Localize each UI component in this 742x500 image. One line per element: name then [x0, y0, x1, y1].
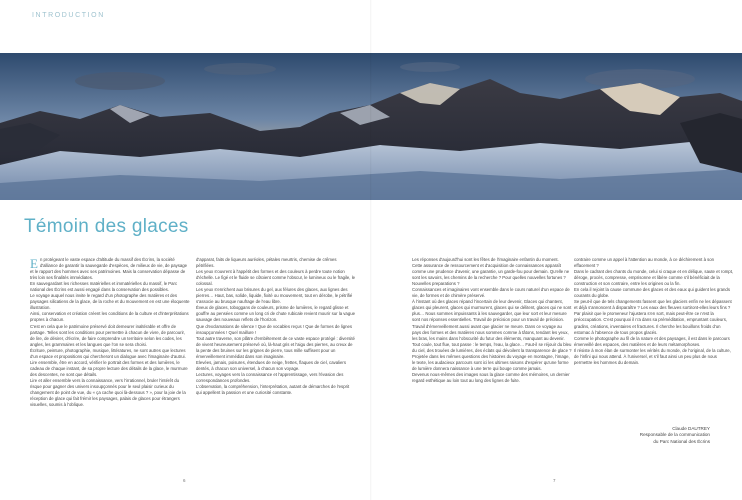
paragraph: Lectures, voyages vers la connaissance et l'apprentissage, vers l'évasion des correspondances profondes.: [196, 371, 344, 383]
author-role: Responsable de la communication: [639, 432, 710, 438]
paragraph: Devenus nous-mêmes des images sous la glace comme des mémoires, un dernier regard esthétique au loin tout au long des lignes de fuite.: [412, 371, 570, 383]
paragraph: Éveux de glaces, toboggans de couleurs, prisme de lumières, le regard glisse et gouffre au pensées comme un long cri de chute rubicale revient mourir sur la vague sauvage des nouveaux reflets de l'horizon.: [196, 305, 355, 323]
paragraph: En protégeant le vaste espace d'altitude du massif des Écrins, la société d'alliance de garantir la sauvegarde d'espèces, de milieux de vie, de paysage et le rapport des hommes avec ses patrimoines. Mais la conservation dépasse de très loin ses finalités immédiates.: [30, 257, 188, 281]
text-column-2: [196, 257, 356, 427]
text-column-1: [30, 257, 190, 465]
paragraph: Les réponses d'aujourd'hui sont les fêtes de l'imaginaire enfantin du moment.: [412, 257, 559, 262]
paragraph: Cette assurance de ressourcement et d'acquisition de connaissances apparaît comme une prudence d'avenir, une garantie, un garde-fou pour demain. Qu'elle ne sont les savoirs, les chemins de la recherche ? Pour quelles nouvelles fortunes ? Nouvelles preparations ?: [412, 263, 570, 287]
paragraph: Tout coule, tout flue, tout passe : le temps, l'eau, la glace… Faut-il se réjouir du bleu du ciel, des trouées de lumières, des éclats qui dévoilent la transparence de glace ?: [412, 341, 572, 353]
paragraph: Tout autre traverse, son plâtre d'embêtement de ce vaste espace protégé : diversité de vivent heureusement préservé où, là-haut gris et l'aigu des pierres, au creux de la pente des bruines sur les grignes de pierre, tous mille suffisent pour un émerveillement immédiat dans son imaginaire.: [196, 335, 355, 359]
paragraph: En sauvegardant les richesses matérielles et immatérielles du massif, le Parc national des Écrins est aussi engagé dans la conservation des possibles.: [30, 281, 178, 293]
paragraph: Le voyage auquel nous invite le regard d'un photographe des matières et des paysages silicatiens de la glace, de la roche et du mouvement en est une éloquente illustration.: [30, 293, 190, 311]
paragraph: Comme le photographe au fil de la nature et des paysages, il est dans le parcours émerveillé des espaces, des matières et de leurs métamorphoses.: [574, 335, 730, 347]
paragraph: Écriture, peinture, photographie, musique, littératures, ne sont autres que lectures d'un espace et propositions qui chercheront un dialogue avec l'imaginaire d'autrui.: [30, 347, 186, 359]
paragraph: Par plaisir que le promeneur l'ajustera s'en sort, mais peut-être ce n'est la préoccupation. C'est pourquoi il n'a dans sa préméditation, empruntant couleurs, gradins, créations, inventaires et fractures. Il cherche les bouillons froids d'un estomac à l'absence de tous propos glacés.: [574, 311, 728, 335]
paragraph: En cela il rejoint la cause commune des glaces et des eaux qui guident les grands courants du globe.: [574, 287, 730, 299]
paragraph: Dans le cadrant des chants du monde, celui si craque et en délique, saute et rompt, déroge, procès, compresse, emprisonne et libère comme s'il bénéficiait de la construction et son contraire, entre les origines ou la fin.: [574, 269, 734, 287]
section-label: INTRODUCTION: [32, 12, 105, 19]
paragraph: d'apparat, faits de liqueurs auréoles, pétales meurtris, chemise de crêmes pétrifiées.: [196, 257, 337, 269]
paragraph: À l'instant où des glaces répand l'incertain de leur devenir, Glaces qui chantent, glaces qui pleurent, glaces qui murmurent, glaces qui se délitent, glaces qui ne sont plus… Nous sommes impuissants à les sauvegarder, que leur sort et leur mesure sont nos réponses essentielles. Travail de précision pour un travail de précision.: [412, 299, 572, 323]
paragraph: Connaissances et imaginaires vont ensemble dans le cours naturel d'un espace de vie, de formes et de chimère préservé.: [412, 287, 570, 299]
text-column-3: [412, 257, 572, 465]
paragraph: Elevées, jamais, poisures, étendues de neige, frettes, flaques de ciel, cavaliers dentés, à chacun son universel, à chacun son voyage.: [196, 359, 346, 371]
paragraph: C'est en cela que le patrimoine préservé doit demeurer inaltérable et offre de partage. Telles sont les conditions pour permettre à chacun de vivre, de parcourir, de lire, de désirer, d'écrire, de faire comprendre un territoire selon les codes, les angles, les grammaires et les langues que l'on se sera choisi.: [30, 323, 185, 347]
paragraph: Les yeux s'ouvrent à l'appétit des formes et des couleurs à perdre toute notion d'échelle. Le figé et le fluide se côtoient comme l'obscur, le lumineux ou le fragile, le colossal.: [196, 269, 356, 287]
paragraph: Que d'exclamations de silence ! Que de vocables reçus ! Que de formes de lignes insoupçonnées ! Quel maillure !: [196, 323, 353, 335]
paragraph: Projetée dans les mêmes questions des histoires du voyage en montagne, l'image, le texte, les audacieux parcours sont ici les ultimes raisons d'espérer qu'une forme de lumière donnera naissance à une terre qui bouge comme jamais.: [412, 353, 570, 371]
paragraph: contraire comme un appel à l'attention au monde, à ce déchirement à son effacement ?: [574, 257, 715, 269]
paragraph: Il résiste à mon élan de surmonter les vérités du monde, de l'original, de la culture, de l'infini qui nous attend. À l'universel, et s'il faut ainsi un peu plus de nous permettre les hommes du demain.: [574, 347, 731, 365]
paragraph: Les yeux s'enrichent aux brisures du gel, aux félures des glaces, aux lignes des pierres… Haut, bas, solide, liquide, fixité ou mouvement, tout en dérobe, le pétrifié s'associe au brusque naufrage de l'eau libre.: [196, 287, 353, 305]
author-organization: du Parc National des Écrins: [653, 438, 710, 444]
page-gutter: [370, 0, 372, 500]
paragraph: Lire et aller ensemble vers la connaissance, vers l'irrationnel, bruler l'intérêt du risque pour gagner des univers insoupçonnés pour le seul plaisir curieux du changement de point de vue, du « ça cache quoi là-dessous ? », pour la joie de la réception de glace qui fait frémir les paysages, palais de glaces pour étrangers visuelles, soumis à l'oblique.: [30, 377, 186, 408]
paragraph: L'observation, la compréhension, l'interprétation, autant de démarches de l'esprit qui appellent la passion et une curiosité constante.: [196, 383, 350, 396]
paragraph: Lire ensemble, être en accord, vérifier le portrait des formes et des lumières, le cadeau de chaque instant, de sa propre lecture des détails de la glace, le murmure des descentes, ne sont que détails.: [30, 359, 188, 377]
text-column-4: [574, 257, 734, 415]
paragraph: Ainsi, conservation et création créent les conditions de la culture et d'interprétations propres à chacun.: [30, 311, 189, 323]
page-number-left: 6: [183, 478, 186, 483]
article-title: Témoin des glaces: [24, 216, 189, 237]
paragraph: Se peut-il que de tels changements fassent que les glaciers enfin ne les dépassent et déjà s'annoncent à disparaître ? Les eaux des fleuves sortiront-elles leurs fins ?: [574, 299, 732, 311]
author-signature: [550, 426, 710, 445]
author-name: Claude DAUTREY: [672, 426, 710, 431]
drop-cap: E: [30, 257, 38, 271]
page-number-right: 7: [553, 478, 556, 483]
paragraph: Travail d'émerveillement aussi avant que glacier ne meure. Dans ce voyage au pays des formes et des matières nous sommes comme à tâtons, tendant les yeux, les bras, les mains dans l'obscurité du futur des éléments, manquant au devenir.: [412, 323, 569, 341]
